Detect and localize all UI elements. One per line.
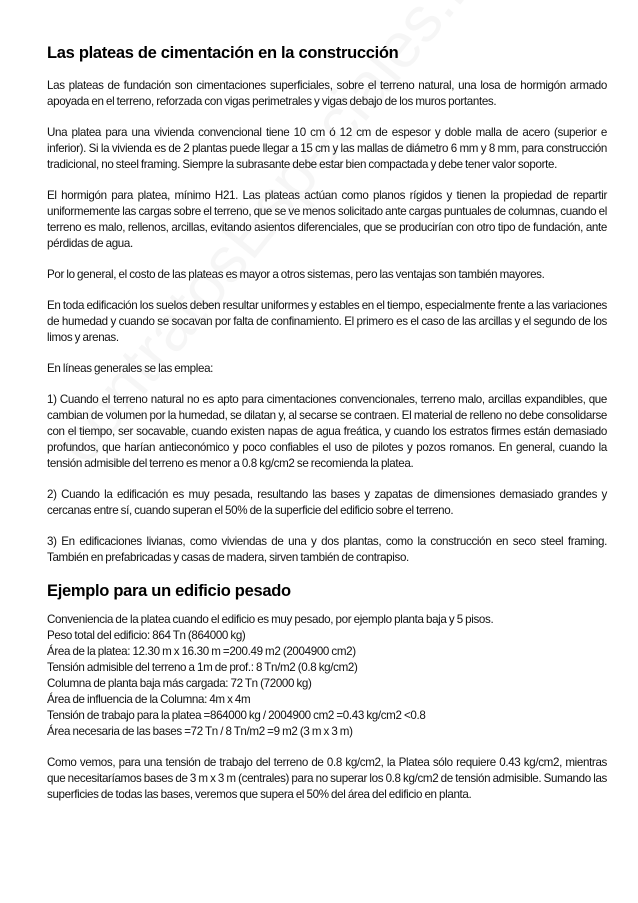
- paragraph-usos-intro: En líneas generales se las emplea:: [47, 362, 214, 375]
- paragraph-caso-2: 2) Cuando la edificación es muy pesada, resultando las bases y zapatas de dimensiones demasiado grandes y cercanas entre sí, cuando superan el 50% de la superficie del edificio sobre el terreno.: [47, 488, 607, 517]
- paragraph-suelos: En toda edificación los suelos deben resultar uniformes y estables en el tiempo, especialmente frente a las variaciones de humedad y cuando se socavan por falta de confinamiento. El primero es el caso de las arcillas y el segundo de los limos y arenas.: [47, 299, 607, 344]
- paragraph-intro: Las plateas de fundación son cimentaciones superficiales, sobre el terreno natural, una losa de hormigón armado apoyada en el terreno, reforzada con vigas perimetrales y vigas debajo de los muros portantes.: [47, 79, 607, 108]
- example-title: Ejemplo para un edificio pesado: [47, 582, 291, 600]
- paragraph-vivienda: Una platea para una vivienda convencional tiene 10 cm ó 12 cm de espesor y doble malla de acero (superior e inferior). Si la vivienda es de 2 plantas puede llegar a 15 cm y las mallas de diámetro 6 mm y 8 mm, para construcción tradicional, no steel framing. Siempre la subrasante debe estar bien compactada y debe tener valor soporte.: [47, 126, 607, 171]
- paragraph-conclusion: Como vemos, para una tensión de trabajo del terreno de 0.8 kg/cm2, la Platea sólo requiere 0.43 kg/cm2, mientras que necesitaríamos bases de 3 m x 3 m (centrales) para no superar los 0.8 kg/cm2 de tensión admisible. Sumando las superficies de todas las bases, veremos que supera el 50% del área del edificio en planta.: [47, 756, 607, 801]
- paragraph-caso-3: 3) En edificaciones livianas, como viviendas de una y dos plantas, como la construcción en seco steel framing. También en prefabricadas y casas de madera, sirven también de contrapiso.: [47, 535, 607, 564]
- paragraph-hormigon: El hormigón para platea, mínimo H21. Las plateas actúan como planos rígidos y tienen la propiedad de repartir uniformemente las cargas sobre el terreno, que se ve menos solicitado ante cargas puntuales de columnas, cuando el terreno es malo, rellenos, arcillas, evitando asientos diferenciales, que se producirían con otro tipo de fundación, ante pérdidas de agua.: [47, 189, 607, 250]
- example-line: Área de la platea: 12.30 m x 16.30 m =200.49 m2 (2004900 cm2): [47, 645, 356, 658]
- example-line: Área necesaria de las bases =72 Tn / 8 Tn/m2 =9 m2 (3 m x 3 m): [47, 725, 353, 738]
- example-line: Tensión de trabajo para la platea =864000 kg / 2004900 cm2 =0.43 kg/cm2 <0.8: [47, 709, 426, 722]
- example-line: Columna de planta baja más cargada: 72 Tn (72000 kg): [47, 677, 312, 690]
- document-page: [47, 44, 607, 818]
- paragraph-costo: Por lo general, el costo de las plateas es mayor a otros sistemas, pero las ventajas son también mayores.: [47, 268, 545, 281]
- example-line: Tensión admisible del terreno a 1m de prof.: 8 Tn/m2 (0.8 kg/cm2): [47, 661, 358, 674]
- example-line: Área de influencia de la Columna: 4m x 4m: [47, 693, 251, 706]
- example-line: Conveniencia de la platea cuando el edificio es muy pesado, por ejemplo planta baja y 5 pisos.: [47, 613, 494, 626]
- example-block: [47, 612, 607, 740]
- example-line: Peso total del edificio: 864 Tn (864000 kg): [47, 629, 246, 642]
- document-title: Las plateas de cimentación en la construcción: [47, 44, 399, 62]
- paragraph-caso-1: 1) Cuando el terreno natural no es apto para cimentaciones convencionales, terreno malo, arcillas expandibles, que cambian de volumen por la humedad, se dilatan y, al secarse se contraen. El material de relleno no debe consolidarse con el tiempo, ser socavable, cuando existen napas de agua freática, y cuando los estratos firmes están demasiado profundos, que harían antieconómico y poco confiables el uso de pilotes y pozos romanos. En general, cuando la tensión admisible del terreno es menor a 0.8 kg/cm2 se recomienda la platea.: [47, 393, 607, 470]
